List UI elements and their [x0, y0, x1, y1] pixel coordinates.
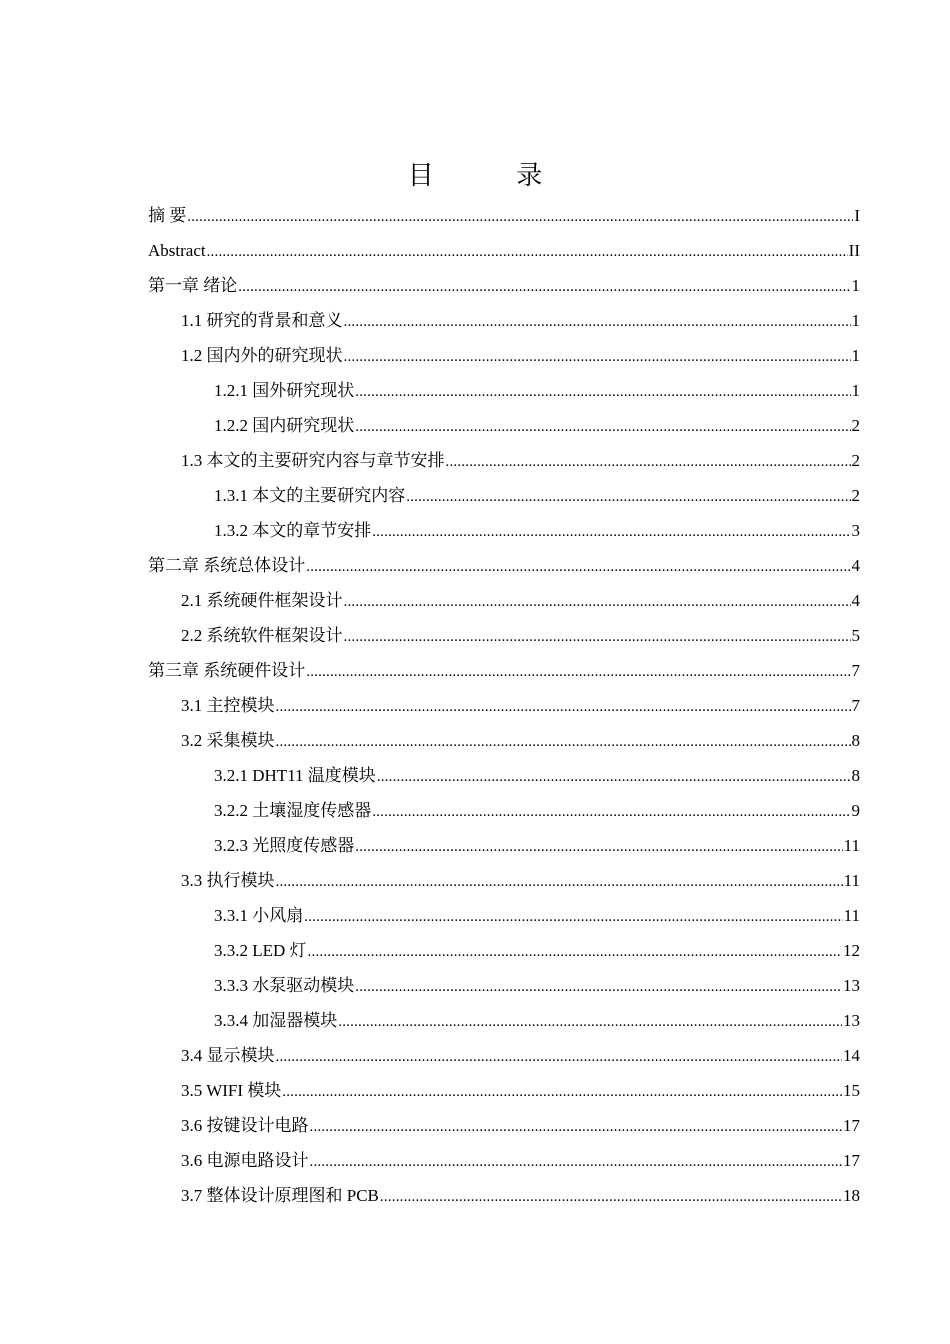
toc-entry[interactable]: [148, 1178, 860, 1213]
toc-dot-leader: [377, 760, 851, 795]
toc-entry-page-number: 17: [843, 1151, 860, 1170]
toc-entry[interactable]: [148, 513, 860, 548]
toc-dot-leader: [344, 305, 851, 340]
toc-entry-page-number: 2: [851, 451, 860, 470]
toc-entry-page-number: 13: [843, 976, 860, 995]
toc-entry-page-number: 8: [851, 731, 860, 750]
toc-dot-leader: [355, 830, 842, 865]
toc-entry[interactable]: [148, 723, 860, 758]
toc-entry-page-number: 7: [851, 661, 860, 680]
toc-entry-label: 3.2 采集模块: [181, 731, 275, 750]
toc-entry-page-number: 4: [851, 591, 860, 610]
toc-entry-label: 3.3.2 LED 灯: [214, 941, 307, 960]
toc-entry-label: 3.7 整体设计原理图和 PCB: [181, 1186, 379, 1205]
toc-entry-label: 第三章 系统硬件设计: [148, 661, 306, 680]
toc-title: 目 录: [407, 161, 581, 190]
toc-entry-label: 1.3.2 本文的章节安排: [214, 521, 372, 540]
toc-entry-page-number: 11: [843, 871, 860, 890]
toc-dot-leader: [308, 935, 842, 970]
toc-entry-page-number: 18: [843, 1186, 860, 1205]
toc-entry[interactable]: [148, 338, 860, 373]
toc-entry[interactable]: [148, 478, 860, 513]
toc-dot-leader: [372, 795, 850, 830]
toc-dot-leader: [344, 585, 851, 620]
toc-dot-leader: [238, 270, 850, 305]
toc-dot-leader: [310, 1110, 843, 1145]
toc-entry-label: 3.1 主控模块: [181, 696, 275, 715]
toc-entry-page-number: 1: [851, 381, 860, 400]
toc-entry-page-number: 15: [843, 1081, 860, 1100]
toc-dot-leader: [355, 410, 850, 445]
toc-entry-page-number: 1: [851, 311, 860, 330]
toc-entry-label: 1.2 国内外的研究现状: [181, 346, 343, 365]
toc-entry[interactable]: [148, 933, 860, 968]
toc-entry-label: 3.5 WIFI 模块: [181, 1081, 282, 1100]
toc-entry-page-number: I: [854, 206, 860, 225]
toc-entry-label: 1.3 本文的主要研究内容与章节安排: [181, 451, 445, 470]
toc-dot-leader: [207, 235, 848, 270]
toc-dot-leader: [306, 550, 850, 585]
toc-entry-label: 3.3.3 水泵驱动模块: [214, 976, 355, 995]
toc-entry-page-number: 1: [851, 276, 860, 295]
toc-entry-page-number: 2: [851, 486, 860, 505]
toc-entry-label: 1.2.1 国外研究现状: [214, 381, 355, 400]
toc-dot-leader: [306, 655, 850, 690]
toc-entry[interactable]: [148, 758, 860, 793]
toc-entry-label: 3.4 显示模块: [181, 1046, 275, 1065]
toc-entry-page-number: 14: [843, 1046, 860, 1065]
toc-entry-label: 2.1 系统硬件框架设计: [181, 591, 343, 610]
toc-entry-label: 2.2 系统软件框架设计: [181, 626, 343, 645]
toc-entry-page-number: 11: [843, 906, 860, 925]
toc-entry-page-number: 7: [851, 696, 860, 715]
toc-entry-page-number: 13: [843, 1011, 860, 1030]
toc-entry-label: 3.2.3 光照度传感器: [214, 836, 355, 855]
toc-entry[interactable]: [148, 373, 860, 408]
toc-entry-label: 3.2.2 土壤湿度传感器: [214, 801, 372, 820]
toc-entry[interactable]: [148, 898, 860, 933]
toc-dot-leader: [282, 1075, 842, 1110]
toc-entry-page-number: 9: [851, 801, 860, 820]
toc-entry[interactable]: [148, 408, 860, 443]
toc-entry[interactable]: [148, 653, 860, 688]
toc-dot-leader: [276, 865, 843, 900]
toc-dot-leader: [355, 375, 850, 410]
toc-dot-leader: [344, 620, 851, 655]
toc-entry-label: 3.3 执行模块: [181, 871, 275, 890]
toc-dot-leader: [355, 970, 842, 1005]
toc-entry-label: 1.1 研究的背景和意义: [181, 311, 343, 330]
toc-entry-page-number: 11: [843, 836, 860, 855]
toc-entry[interactable]: [148, 1003, 860, 1038]
toc-entry[interactable]: [148, 968, 860, 1003]
toc-entry-label: 1.3.1 本文的主要研究内容: [214, 486, 406, 505]
toc-entry-label: Abstract: [148, 241, 206, 260]
toc-entry-label: 第一章 绪论: [148, 276, 238, 295]
toc-entry[interactable]: [148, 828, 860, 863]
toc-entry[interactable]: [148, 303, 860, 338]
toc-dot-leader: [338, 1005, 842, 1040]
toc-entry[interactable]: [148, 443, 860, 478]
toc-dot-leader: [406, 480, 850, 515]
toc-entry-page-number: 8: [851, 766, 860, 785]
toc-entry-page-number: 12: [843, 941, 860, 960]
toc-dot-leader: [304, 900, 842, 935]
toc-dot-leader: [276, 1040, 843, 1075]
toc-entry[interactable]: [148, 1038, 860, 1073]
toc-entry-label: 3.3.1 小风扇: [214, 906, 304, 925]
toc-dot-leader: [276, 725, 851, 760]
toc-entry[interactable]: [148, 863, 860, 898]
toc-entry[interactable]: [148, 583, 860, 618]
toc-entry-page-number: 5: [851, 626, 860, 645]
toc-entry[interactable]: [148, 1143, 860, 1178]
toc-entry-label: 3.2.1 DHT11 温度模块: [214, 766, 376, 785]
toc-entry-page-number: 4: [851, 556, 860, 575]
toc-entry[interactable]: [148, 1108, 860, 1143]
toc-entry[interactable]: [148, 198, 860, 233]
toc-entry[interactable]: [148, 268, 860, 303]
toc-dot-leader: [380, 1180, 842, 1215]
toc-list: [148, 198, 860, 1213]
toc-entry-page-number: II: [848, 241, 860, 260]
toc-dot-leader: [372, 515, 850, 550]
toc-entry-label: 1.2.2 国内研究现状: [214, 416, 355, 435]
toc-entry-page-number: 17: [843, 1116, 860, 1135]
toc-entry-page-number: 2: [851, 416, 860, 435]
toc-dot-leader: [187, 200, 853, 235]
toc-entry[interactable]: [148, 548, 860, 583]
toc-entry[interactable]: [148, 618, 860, 653]
toc-entry-label: 3.3.4 加湿器模块: [214, 1011, 338, 1030]
toc-entry-label: 摘 要: [148, 206, 187, 225]
toc-entry-page-number: 1: [851, 346, 860, 365]
toc-dot-leader: [446, 445, 851, 480]
toc-entry-label: 3.6 电源电路设计: [181, 1151, 309, 1170]
toc-dot-leader: [276, 690, 851, 725]
toc-dot-leader: [344, 340, 851, 375]
toc-entry-label: 3.6 按键设计电路: [181, 1116, 309, 1135]
toc-dot-leader: [310, 1145, 843, 1180]
toc-entry-page-number: 3: [851, 521, 860, 540]
toc-entry-label: 第二章 系统总体设计: [148, 556, 306, 575]
toc-entry[interactable]: [148, 688, 860, 723]
toc-entry[interactable]: [148, 793, 860, 828]
toc-entry[interactable]: [148, 233, 860, 268]
toc-entry[interactable]: [148, 1073, 860, 1108]
